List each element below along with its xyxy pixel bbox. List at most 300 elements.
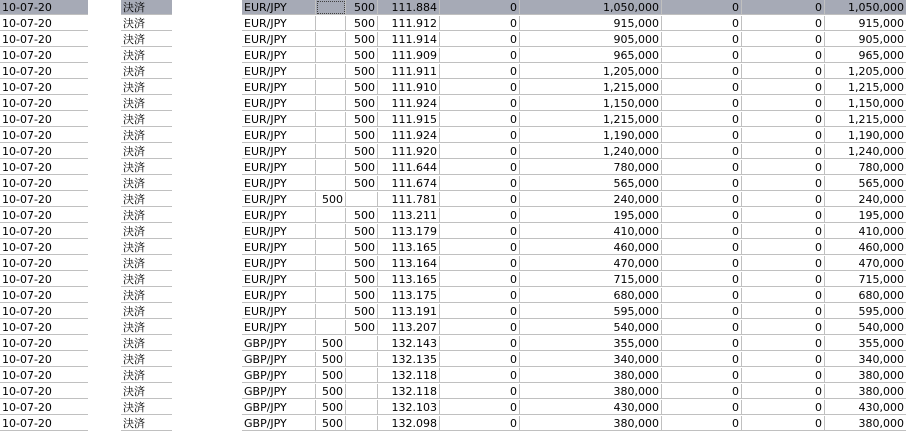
- value4-cell[interactable]: 0: [742, 32, 825, 47]
- pair-cell[interactable]: GBP/JPY: [242, 416, 316, 431]
- date-cell[interactable]: 10-07-20: [0, 320, 88, 335]
- value1-cell[interactable]: 0: [440, 240, 520, 255]
- rate-cell[interactable]: 111.924: [378, 96, 440, 111]
- value2-cell[interactable]: 1,240,000: [520, 144, 662, 159]
- rate-cell[interactable]: 113.175: [378, 288, 440, 303]
- qty-b-cell[interactable]: 500: [346, 256, 378, 271]
- type-cell[interactable]: 決済: [121, 416, 172, 431]
- value4-cell[interactable]: 0: [742, 208, 825, 223]
- value2-cell[interactable]: 1,050,000: [520, 0, 662, 15]
- qty-a-cell[interactable]: 500: [316, 336, 346, 351]
- date-cell[interactable]: 10-07-20: [0, 272, 88, 287]
- type-cell[interactable]: 決済: [121, 144, 172, 159]
- qty-a-cell[interactable]: [316, 288, 346, 303]
- pair-cell[interactable]: EUR/JPY: [242, 16, 316, 31]
- value5-cell[interactable]: 380,000: [825, 368, 906, 383]
- rate-cell[interactable]: 132.118: [378, 384, 440, 399]
- value3-cell[interactable]: 0: [662, 384, 742, 399]
- value4-cell[interactable]: 0: [742, 304, 825, 319]
- value3-cell[interactable]: 0: [662, 112, 742, 127]
- value5-cell[interactable]: 380,000: [825, 416, 906, 431]
- value3-cell[interactable]: 0: [662, 224, 742, 239]
- value4-cell[interactable]: 0: [742, 368, 825, 383]
- value3-cell[interactable]: 0: [662, 304, 742, 319]
- value3-cell[interactable]: 0: [662, 192, 742, 207]
- table-row: [0, 96, 906, 112]
- date-cell[interactable]: 10-07-20: [0, 144, 88, 159]
- value2-cell[interactable]: 1,215,000: [520, 80, 662, 95]
- value3-cell[interactable]: 0: [662, 416, 742, 431]
- type-cell[interactable]: 決済: [121, 128, 172, 143]
- qty-a-cell[interactable]: [316, 224, 346, 239]
- qty-b-cell[interactable]: 500: [346, 304, 378, 319]
- value4-cell[interactable]: 0: [742, 48, 825, 63]
- value4-cell[interactable]: 0: [742, 272, 825, 287]
- value2-cell[interactable]: 780,000: [520, 160, 662, 175]
- value4-cell[interactable]: 0: [742, 288, 825, 303]
- date-cell[interactable]: 10-07-20: [0, 304, 88, 319]
- type-cell[interactable]: 決済: [121, 32, 172, 47]
- qty-a-cell[interactable]: [316, 320, 346, 335]
- rate-cell[interactable]: 132.103: [378, 400, 440, 415]
- type-cell[interactable]: 決済: [121, 304, 172, 319]
- pair-cell[interactable]: EUR/JPY: [242, 240, 316, 255]
- qty-a-cell[interactable]: [316, 176, 346, 191]
- qty-b-cell[interactable]: 500: [346, 128, 378, 143]
- pair-cell[interactable]: GBP/JPY: [242, 336, 316, 351]
- pair-cell[interactable]: EUR/JPY: [242, 208, 316, 223]
- type-cell[interactable]: 決済: [121, 224, 172, 239]
- table-row: [0, 128, 906, 144]
- qty-a-cell[interactable]: [316, 160, 346, 175]
- qty-a-cell[interactable]: [316, 144, 346, 159]
- value1-cell[interactable]: 0: [440, 368, 520, 383]
- value1-cell[interactable]: 0: [440, 400, 520, 415]
- value5-cell[interactable]: 1,050,000: [825, 0, 906, 15]
- value3-cell[interactable]: 0: [662, 128, 742, 143]
- value2-cell[interactable]: 240,000: [520, 192, 662, 207]
- value5-cell[interactable]: 595,000: [825, 304, 906, 319]
- value3-cell[interactable]: 0: [662, 0, 742, 15]
- type-cell[interactable]: 決済: [121, 352, 172, 367]
- rate-cell[interactable]: 111.911: [378, 64, 440, 79]
- value2-cell[interactable]: 565,000: [520, 176, 662, 191]
- qty-a-cell[interactable]: [316, 112, 346, 127]
- qty-a-cell[interactable]: [316, 96, 346, 111]
- value1-cell[interactable]: 0: [440, 416, 520, 431]
- value2-cell[interactable]: 380,000: [520, 384, 662, 399]
- rate-cell[interactable]: 132.098: [378, 416, 440, 431]
- rate-cell[interactable]: 132.118: [378, 368, 440, 383]
- type-cell[interactable]: 決済: [121, 16, 172, 31]
- value2-cell[interactable]: 460,000: [520, 240, 662, 255]
- qty-b-cell[interactable]: 500: [346, 96, 378, 111]
- qty-b-cell[interactable]: [346, 416, 378, 431]
- qty-b-cell[interactable]: 500: [346, 160, 378, 175]
- qty-b-cell[interactable]: 500: [346, 320, 378, 335]
- value3-cell[interactable]: 0: [662, 208, 742, 223]
- value1-cell[interactable]: 0: [440, 112, 520, 127]
- value3-cell[interactable]: 0: [662, 352, 742, 367]
- qty-b-cell[interactable]: 500: [346, 144, 378, 159]
- qty-b-cell[interactable]: 500: [346, 48, 378, 63]
- qty-a-cell[interactable]: [316, 272, 346, 287]
- date-cell[interactable]: 10-07-20: [0, 64, 88, 79]
- value2-cell[interactable]: 380,000: [520, 368, 662, 383]
- qty-a-cell[interactable]: [316, 80, 346, 95]
- value5-cell[interactable]: 905,000: [825, 32, 906, 47]
- type-cell[interactable]: 決済: [121, 112, 172, 127]
- value4-cell[interactable]: 0: [742, 416, 825, 431]
- pair-cell[interactable]: EUR/JPY: [242, 32, 316, 47]
- pair-cell[interactable]: GBP/JPY: [242, 368, 316, 383]
- qty-b-cell[interactable]: [346, 400, 378, 415]
- value2-cell[interactable]: 410,000: [520, 224, 662, 239]
- value3-cell[interactable]: 0: [662, 32, 742, 47]
- value1-cell[interactable]: 0: [440, 16, 520, 31]
- value3-cell[interactable]: 0: [662, 144, 742, 159]
- value2-cell[interactable]: 905,000: [520, 32, 662, 47]
- value5-cell[interactable]: 430,000: [825, 400, 906, 415]
- rate-cell[interactable]: 111.674: [378, 176, 440, 191]
- value3-cell[interactable]: 0: [662, 320, 742, 335]
- date-cell[interactable]: 10-07-20: [0, 368, 88, 383]
- pair-cell[interactable]: EUR/JPY: [242, 128, 316, 143]
- qty-b-cell[interactable]: [346, 384, 378, 399]
- type-cell[interactable]: 決済: [121, 0, 172, 15]
- qty-a-cell[interactable]: 500: [316, 192, 346, 207]
- value1-cell[interactable]: 0: [440, 80, 520, 95]
- value4-cell[interactable]: 0: [742, 192, 825, 207]
- date-cell[interactable]: 10-07-20: [0, 96, 88, 111]
- type-cell[interactable]: 決済: [121, 240, 172, 255]
- value3-cell[interactable]: 0: [662, 272, 742, 287]
- value3-cell[interactable]: 0: [662, 48, 742, 63]
- pair-cell[interactable]: EUR/JPY: [242, 96, 316, 111]
- type-cell[interactable]: 決済: [121, 96, 172, 111]
- qty-b-cell[interactable]: 500: [346, 112, 378, 127]
- value1-cell[interactable]: 0: [440, 48, 520, 63]
- date-cell[interactable]: 10-07-20: [0, 208, 88, 223]
- pair-cell[interactable]: EUR/JPY: [242, 48, 316, 63]
- value5-cell[interactable]: 240,000: [825, 192, 906, 207]
- value2-cell[interactable]: 1,215,000: [520, 112, 662, 127]
- value5-cell[interactable]: 965,000: [825, 48, 906, 63]
- pair-cell[interactable]: EUR/JPY: [242, 64, 316, 79]
- qty-a-cell[interactable]: [316, 0, 346, 15]
- value1-cell[interactable]: 0: [440, 160, 520, 175]
- date-cell[interactable]: 10-07-20: [0, 400, 88, 415]
- qty-b-cell[interactable]: [346, 336, 378, 351]
- value4-cell[interactable]: 0: [742, 176, 825, 191]
- pair-cell[interactable]: EUR/JPY: [242, 320, 316, 335]
- value1-cell[interactable]: 0: [440, 208, 520, 223]
- pair-cell[interactable]: EUR/JPY: [242, 224, 316, 239]
- qty-b-cell[interactable]: 500: [346, 208, 378, 223]
- pair-cell[interactable]: EUR/JPY: [242, 112, 316, 127]
- value5-cell[interactable]: 1,190,000: [825, 128, 906, 143]
- value2-cell[interactable]: 340,000: [520, 352, 662, 367]
- date-cell[interactable]: 10-07-20: [0, 352, 88, 367]
- value5-cell[interactable]: 1,240,000: [825, 144, 906, 159]
- value1-cell[interactable]: 0: [440, 304, 520, 319]
- type-cell[interactable]: 決済: [121, 208, 172, 223]
- value5-cell[interactable]: 1,215,000: [825, 112, 906, 127]
- date-cell[interactable]: 10-07-20: [0, 0, 88, 15]
- qty-a-cell[interactable]: [316, 48, 346, 63]
- value1-cell[interactable]: 0: [440, 288, 520, 303]
- qty-b-cell[interactable]: 500: [346, 224, 378, 239]
- type-cell[interactable]: 決済: [121, 320, 172, 335]
- type-cell[interactable]: 決済: [121, 80, 172, 95]
- value4-cell[interactable]: 0: [742, 384, 825, 399]
- type-cell[interactable]: 決済: [121, 336, 172, 351]
- value2-cell[interactable]: 470,000: [520, 256, 662, 271]
- date-cell[interactable]: 10-07-20: [0, 80, 88, 95]
- type-cell[interactable]: 決済: [121, 160, 172, 175]
- value1-cell[interactable]: 0: [440, 32, 520, 47]
- value3-cell[interactable]: 0: [662, 400, 742, 415]
- rate-cell[interactable]: 132.135: [378, 352, 440, 367]
- value5-cell[interactable]: 340,000: [825, 352, 906, 367]
- value5-cell[interactable]: 915,000: [825, 16, 906, 31]
- date-cell[interactable]: 10-07-20: [0, 384, 88, 399]
- value1-cell[interactable]: 0: [440, 256, 520, 271]
- qty-b-cell[interactable]: 500: [346, 16, 378, 31]
- type-cell[interactable]: 決済: [121, 400, 172, 415]
- qty-b-cell[interactable]: 500: [346, 288, 378, 303]
- date-cell[interactable]: 10-07-20: [0, 240, 88, 255]
- date-cell[interactable]: 10-07-20: [0, 128, 88, 143]
- rate-cell[interactable]: 111.781: [378, 192, 440, 207]
- type-cell[interactable]: 決済: [121, 384, 172, 399]
- value1-cell[interactable]: 0: [440, 192, 520, 207]
- value1-cell[interactable]: 0: [440, 128, 520, 143]
- value1-cell[interactable]: 0: [440, 96, 520, 111]
- pair-cell[interactable]: EUR/JPY: [242, 144, 316, 159]
- value2-cell[interactable]: 595,000: [520, 304, 662, 319]
- type-cell[interactable]: 決済: [121, 64, 172, 79]
- value4-cell[interactable]: 0: [742, 80, 825, 95]
- date-cell[interactable]: 10-07-20: [0, 192, 88, 207]
- value4-cell[interactable]: 0: [742, 240, 825, 255]
- value1-cell[interactable]: 0: [440, 176, 520, 191]
- value1-cell[interactable]: 0: [440, 64, 520, 79]
- date-cell[interactable]: 10-07-20: [0, 112, 88, 127]
- value4-cell[interactable]: 0: [742, 400, 825, 415]
- type-cell[interactable]: 決済: [121, 192, 172, 207]
- qty-a-cell[interactable]: [316, 32, 346, 47]
- type-cell[interactable]: 決済: [121, 256, 172, 271]
- qty-a-cell[interactable]: [316, 240, 346, 255]
- type-cell[interactable]: 決済: [121, 48, 172, 63]
- value3-cell[interactable]: 0: [662, 176, 742, 191]
- value2-cell[interactable]: 355,000: [520, 336, 662, 351]
- value5-cell[interactable]: 355,000: [825, 336, 906, 351]
- value2-cell[interactable]: 1,150,000: [520, 96, 662, 111]
- date-cell[interactable]: 10-07-20: [0, 224, 88, 239]
- rate-cell[interactable]: 111.920: [378, 144, 440, 159]
- value5-cell[interactable]: 1,215,000: [825, 80, 906, 95]
- qty-a-cell[interactable]: [316, 64, 346, 79]
- qty-b-cell[interactable]: 500: [346, 272, 378, 287]
- rate-cell[interactable]: 111.915: [378, 112, 440, 127]
- value5-cell[interactable]: 1,205,000: [825, 64, 906, 79]
- pair-cell[interactable]: EUR/JPY: [242, 0, 316, 15]
- qty-a-cell[interactable]: [316, 16, 346, 31]
- rate-cell[interactable]: 111.914: [378, 32, 440, 47]
- value1-cell[interactable]: 0: [440, 224, 520, 239]
- qty-a-cell[interactable]: [316, 256, 346, 271]
- date-cell[interactable]: 10-07-20: [0, 336, 88, 351]
- value1-cell[interactable]: 0: [440, 320, 520, 335]
- value5-cell[interactable]: 715,000: [825, 272, 906, 287]
- value3-cell[interactable]: 0: [662, 336, 742, 351]
- value5-cell[interactable]: 540,000: [825, 320, 906, 335]
- value2-cell[interactable]: 680,000: [520, 288, 662, 303]
- value3-cell[interactable]: 0: [662, 160, 742, 175]
- value4-cell[interactable]: 0: [742, 160, 825, 175]
- value4-cell[interactable]: 0: [742, 64, 825, 79]
- qty-a-cell[interactable]: 500: [316, 416, 346, 431]
- value4-cell[interactable]: 0: [742, 352, 825, 367]
- rate-cell[interactable]: 132.143: [378, 336, 440, 351]
- pair-cell[interactable]: EUR/JPY: [242, 256, 316, 271]
- value3-cell[interactable]: 0: [662, 256, 742, 271]
- value1-cell[interactable]: 0: [440, 272, 520, 287]
- value5-cell[interactable]: 565,000: [825, 176, 906, 191]
- type-cell[interactable]: 決済: [121, 368, 172, 383]
- rate-cell[interactable]: 111.910: [378, 80, 440, 95]
- value5-cell[interactable]: 470,000: [825, 256, 906, 271]
- type-cell[interactable]: 決済: [121, 288, 172, 303]
- value5-cell[interactable]: 410,000: [825, 224, 906, 239]
- date-cell[interactable]: 10-07-20: [0, 416, 88, 431]
- qty-a-cell[interactable]: [316, 304, 346, 319]
- value2-cell[interactable]: 540,000: [520, 320, 662, 335]
- value5-cell[interactable]: 195,000: [825, 208, 906, 223]
- qty-b-cell[interactable]: 500: [346, 176, 378, 191]
- rate-cell[interactable]: 111.912: [378, 16, 440, 31]
- pair-cell[interactable]: EUR/JPY: [242, 160, 316, 175]
- value4-cell[interactable]: 0: [742, 112, 825, 127]
- value4-cell[interactable]: 0: [742, 144, 825, 159]
- rate-cell[interactable]: 111.909: [378, 48, 440, 63]
- date-cell[interactable]: 10-07-20: [0, 16, 88, 31]
- value4-cell[interactable]: 0: [742, 128, 825, 143]
- qty-b-cell[interactable]: 500: [346, 32, 378, 47]
- rate-cell[interactable]: 111.884: [378, 0, 440, 15]
- value3-cell[interactable]: 0: [662, 64, 742, 79]
- value5-cell[interactable]: 1,150,000: [825, 96, 906, 111]
- value4-cell[interactable]: 0: [742, 320, 825, 335]
- value5-cell[interactable]: 460,000: [825, 240, 906, 255]
- rate-cell[interactable]: 113.179: [378, 224, 440, 239]
- qty-b-cell[interactable]: [346, 352, 378, 367]
- rate-cell[interactable]: 111.644: [378, 160, 440, 175]
- value4-cell[interactable]: 0: [742, 96, 825, 111]
- qty-b-cell[interactable]: 500: [346, 240, 378, 255]
- value3-cell[interactable]: 0: [662, 96, 742, 111]
- pair-cell[interactable]: EUR/JPY: [242, 176, 316, 191]
- pair-cell[interactable]: EUR/JPY: [242, 80, 316, 95]
- qty-a-cell[interactable]: 500: [316, 400, 346, 415]
- value5-cell[interactable]: 780,000: [825, 160, 906, 175]
- value1-cell[interactable]: 0: [440, 352, 520, 367]
- pair-cell[interactable]: EUR/JPY: [242, 288, 316, 303]
- value2-cell[interactable]: 715,000: [520, 272, 662, 287]
- type-cell[interactable]: 決済: [121, 272, 172, 287]
- qty-b-cell[interactable]: [346, 192, 378, 207]
- date-cell[interactable]: 10-07-20: [0, 48, 88, 63]
- pair-cell[interactable]: EUR/JPY: [242, 192, 316, 207]
- value3-cell[interactable]: 0: [662, 16, 742, 31]
- value1-cell[interactable]: 0: [440, 0, 520, 15]
- value1-cell[interactable]: 0: [440, 144, 520, 159]
- rate-cell[interactable]: 113.165: [378, 272, 440, 287]
- pair-cell[interactable]: EUR/JPY: [242, 272, 316, 287]
- value2-cell[interactable]: 195,000: [520, 208, 662, 223]
- value5-cell[interactable]: 380,000: [825, 384, 906, 399]
- pair-cell[interactable]: GBP/JPY: [242, 352, 316, 367]
- value2-cell[interactable]: 430,000: [520, 400, 662, 415]
- value2-cell[interactable]: 1,190,000: [520, 128, 662, 143]
- table-row: [0, 144, 906, 160]
- value2-cell[interactable]: 380,000: [520, 416, 662, 431]
- value4-cell[interactable]: 0: [742, 0, 825, 15]
- value1-cell[interactable]: 0: [440, 384, 520, 399]
- qty-b-cell[interactable]: 500: [346, 80, 378, 95]
- value3-cell[interactable]: 0: [662, 80, 742, 95]
- value4-cell[interactable]: 0: [742, 256, 825, 271]
- rate-cell[interactable]: 113.207: [378, 320, 440, 335]
- value4-cell[interactable]: 0: [742, 224, 825, 239]
- type-cell[interactable]: 決済: [121, 176, 172, 191]
- rate-cell[interactable]: 113.164: [378, 256, 440, 271]
- value4-cell[interactable]: 0: [742, 16, 825, 31]
- pair-cell[interactable]: GBP/JPY: [242, 384, 316, 399]
- date-cell[interactable]: 10-07-20: [0, 256, 88, 271]
- qty-a-cell[interactable]: [316, 128, 346, 143]
- qty-a-cell[interactable]: 500: [316, 384, 346, 399]
- date-cell[interactable]: 10-07-20: [0, 32, 88, 47]
- rate-cell[interactable]: 113.191: [378, 304, 440, 319]
- date-cell[interactable]: 10-07-20: [0, 288, 88, 303]
- qty-b-cell[interactable]: 500: [346, 0, 378, 15]
- value2-cell[interactable]: 965,000: [520, 48, 662, 63]
- rate-cell[interactable]: 113.211: [378, 208, 440, 223]
- value2-cell[interactable]: 915,000: [520, 16, 662, 31]
- value3-cell[interactable]: 0: [662, 240, 742, 255]
- qty-a-cell[interactable]: 500: [316, 368, 346, 383]
- qty-b-cell[interactable]: [346, 368, 378, 383]
- date-cell[interactable]: 10-07-20: [0, 176, 88, 191]
- rate-cell[interactable]: 113.165: [378, 240, 440, 255]
- value5-cell[interactable]: 680,000: [825, 288, 906, 303]
- rate-cell[interactable]: 111.924: [378, 128, 440, 143]
- qty-a-cell[interactable]: 500: [316, 352, 346, 367]
- value3-cell[interactable]: 0: [662, 368, 742, 383]
- pair-cell[interactable]: EUR/JPY: [242, 304, 316, 319]
- pair-cell[interactable]: GBP/JPY: [242, 400, 316, 415]
- date-cell[interactable]: 10-07-20: [0, 160, 88, 175]
- value2-cell[interactable]: 1,205,000: [520, 64, 662, 79]
- value3-cell[interactable]: 0: [662, 288, 742, 303]
- value1-cell[interactable]: 0: [440, 336, 520, 351]
- value4-cell[interactable]: 0: [742, 336, 825, 351]
- qty-b-cell[interactable]: 500: [346, 64, 378, 79]
- qty-a-cell[interactable]: [316, 208, 346, 223]
